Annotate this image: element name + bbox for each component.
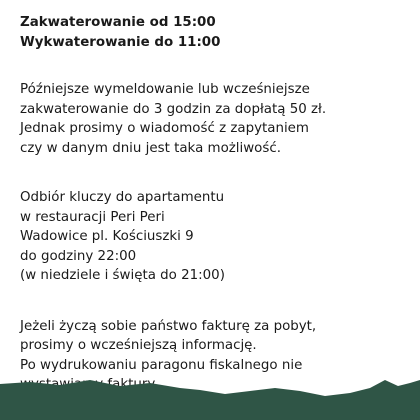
checkin-times <box>20 13 410 52</box>
paragraph-line: Jeżeli życzą sobie państwo fakturę za pobyt, <box>20 318 317 334</box>
paragraph-line: Wadowice pl. Kościuszki 9 <box>20 229 194 244</box>
paragraph-line: (w niedziele i święta do 21:00) <box>20 268 225 283</box>
checkin-time: Zakwaterowanie od 15:00 <box>20 15 216 30</box>
paragraph-line: zakwaterowanie do 3 godzin za dopłatą 50 zł. <box>20 101 327 117</box>
paragraph-line: czy w danym dniu jest taka możliwość. <box>20 140 281 156</box>
late-checkout-paragraph <box>20 80 410 158</box>
paragraph-line: w restauracji Peri Peri <box>20 209 165 225</box>
paragraph-line: Po wydrukowaniu paragonu fiskalnego nie <box>20 357 303 373</box>
paragraph-line: do godziny 22:00 <box>20 248 137 264</box>
checkout-time: Wykwaterowanie do 11:00 <box>20 34 221 50</box>
mountain-silhouette <box>0 370 420 420</box>
paragraph-line: Późniejsze wymeldowanie lub wcześniejsze <box>20 82 310 97</box>
paragraph-line: Jednak prosimy o wiadomość z zapytaniem <box>20 121 309 136</box>
paragraph-line: Odbiór kluczy do apartamentu <box>20 190 225 205</box>
hills-shape <box>0 380 420 420</box>
paragraph-line: prosimy o wcześniejszą informację. <box>20 338 257 353</box>
info-panel <box>20 13 410 395</box>
key-pickup-paragraph <box>20 188 410 286</box>
